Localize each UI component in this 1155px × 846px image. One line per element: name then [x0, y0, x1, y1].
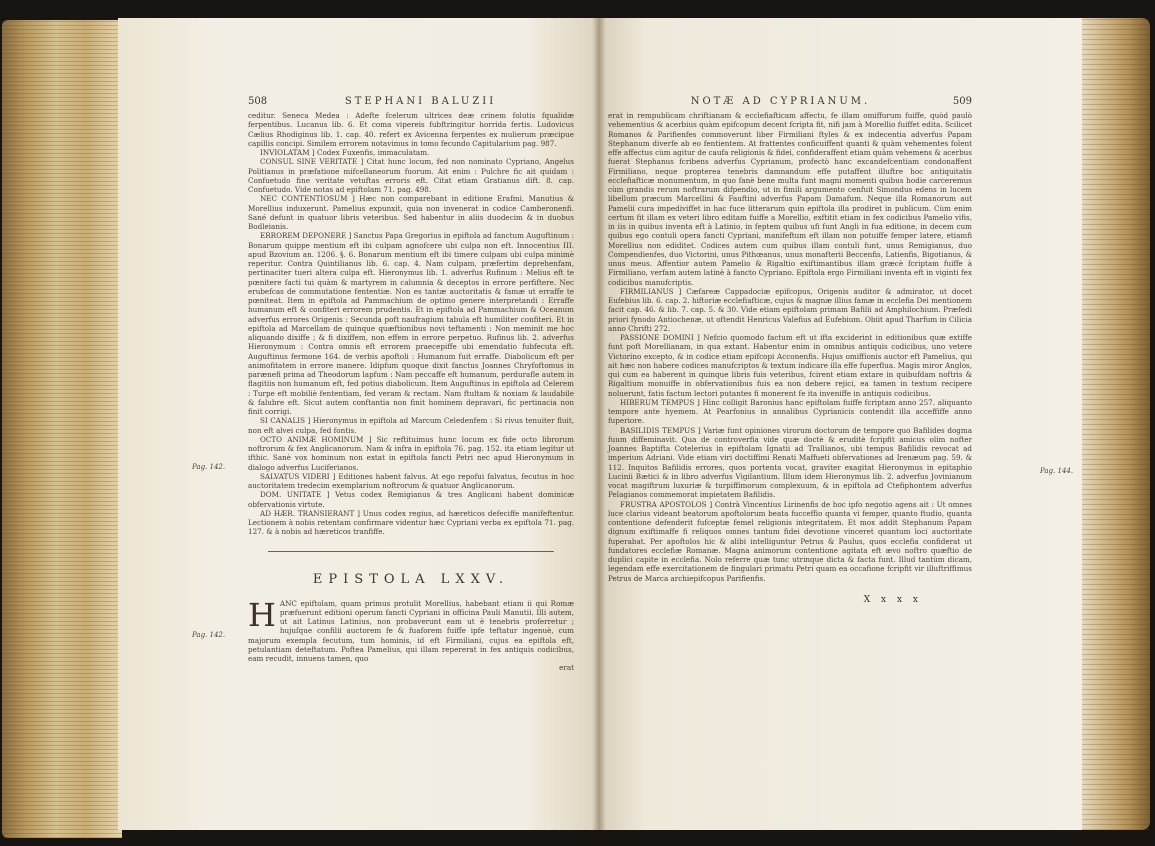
- right-page: [598, 18, 1082, 830]
- note-paragraph: ceditur. Seneca Medea : Adefte fcelerum ultrices deæ crinem folutis fqualidæ ferpentibus. Lucanus lib. 6. Et coma vipereis fubftringitur horrida fertis. Ludovicus Cælius Rhodiginus lib. 1. cap. 40. refert ex Avicenna ferpentes ex mulierum præcipue capillis concipi. Similem errorem notavimus in tomo fecundo Capitularium pag. 987.: [248, 111, 574, 148]
- epistle-intro-text: ANC epiftolam, quam primus protulit Morellius, habebant etiam ii qui Romæ præfuerunt editioni operum fancti Cypriani in officina Pauli Manutii. Illi autem, ut ait Latinus Latinius, non probaverunt eam ut è tenebris proferretur ; hujuſque confilii auctorem fe & fuaforem fuiffe ipfe teftatur ingenuè, cum majorum exempla fecutum, tum hominis, id eft Firmiliani, cujus ea epiftola eft, petulantiam deteftatum. Poftea Pamelius, qui illam repererat in fex antiquis codicibus, eam recudit, innuens tamen, quo: [248, 598, 574, 663]
- note-paragraph: FRUSTRA APOSTOLOS ] Contrà Vincentius Lirinenfis de hoc ipfo negotio agens ait : Ut omnes luce clarius videant beatorum apoftolorum beata fucceffio quanta vi femper, quanto ftudio, quanta contentione defenderit fufceptæ femel religionis integritatem. Et mox addit Stephanum Papam dignum exiftimaffe fi reliquos omnes tantum fidei devotione vinceret quantum loci auctoritate fuperabat. Per apoftolos hic & alibi intelliguntur Petrus & Paulus, quos ecclefia confiderat ut fundatores ecclefiæ Romanæ. Magna animorum contentione agitata eft ævo noftro quæftio de duplici capite in ecclefia. Nolo referre quæ tunc utrinque dicta & facta funt. Illud tantùm dicam, legendam effe exercitationem de fingulari primatu Petri quam ea occafione fcripfit vir illuftriffimus Petrus de Marca archiepifcopus Parifienfis.: [608, 499, 972, 583]
- note-paragraph: HIBERUM TEMPUS ] Hinc colligit Baronius hanc epiftolam fuiffe fcriptam anno 257. aliquanto tempore ante hyemem. At Pearfonius in annalibus Cyprianicis contendit illa acceffiffe anno fuperiore.: [608, 397, 972, 426]
- right-running-title: NOTÆ AD CYPRIANUM.: [690, 96, 871, 107]
- right-notes: [608, 111, 972, 583]
- book-gutter: [592, 18, 606, 830]
- left-margin-note: Pag. 142.: [192, 463, 226, 471]
- note-paragraph: OCTO ANIMÆ HOMINUM ] Sic reftituimus hunc locum ex fide octo librorum noftrorum & fex Anglicanorum. Nam & infra in epiftola 76. pag. 152. ita etiam legitur ut ifthic. Sanè vox hominum non extat in epiftola fancti Petri nec apud Hieronymum in dialogo adverfus Luciferianos.: [248, 434, 574, 472]
- epistle-intro: [248, 595, 574, 664]
- section-rule: [268, 551, 554, 552]
- catchword: erat: [559, 663, 574, 673]
- note-paragraph: DOM. UNITATE ] Vetus codex Remigianus & tres Anglicani habent dominicæ obfervationis virtute.: [248, 490, 574, 509]
- note-paragraph: SALVATUS VIDERI ] Editiones habent falvus. At ego repofui falvatus, fecutus in hoc auctoritatem tredecim exemplarium noftrorum & quatuor Anglicanorum.: [248, 471, 574, 490]
- note-paragraph: SI CANALIS ] Hieronymus in epiftola ad Marcum Celedenfem : Si rivus tenuiter fluit, non eft alvei culpa, fed fontis.: [248, 416, 574, 435]
- signature-mark: X x x x: [863, 594, 922, 605]
- left-running-title: STEPHANI BALUZII: [344, 96, 497, 107]
- right-page-edges: [1080, 18, 1150, 830]
- note-paragraph: ERROREM DEPONERE ] Sanctus Papa Gregorius in epiftola ad fanctum Auguftinum : Bonarum quippe mentium eft ibi culpam agnofcere ubi culpa non eft. Innocentius III. apud Bzovium an. 1206. §. 6. Bonarum mentium eft ibi timere culpam ubi culpa minimè reperitur. Contra Quintilianus lib. 6. cap. 4. Nam culpam, præfertim deprehenfam, pertinaciter tueri altera culpa eft. Hieronymus lib. 1. adverfus Rufinum : Melius eft te pœnitere facti tui quàm & martyrem in calumnia & deceptos in errore perfiftere. Nec erubefcas de commutatione fententiæ. Non es tantæ auctoritatis & famæ ut erraffe te pœniteat. Item in epiftola ad Pammachium de optimo genere interpretandi : Erraffe humanum eft & confiteri errorem prudentis. Et in epiftola ad Pammachium & Oceanum adverfus errores Origenis : Secunda poft naufragium tabula eft humiliter confiteri. Et in epiftola ad Marcellam de quinque quæftionibus novi teftamenti : Non meminit me hoc aliquando dixiffe ; & fi dixiffem, non effem in errore perpetuo. Rufinus lib. 2. adverfus Hieronymum : Contra omnis eft errorem praecepiffe ubi emendatio fubfecuta eft. Auguftinus fermone 164. de verbis apoftoli : Humanum fuit erraffe. Diabolicum eft per animofitatem in errore manere. Idipfum quoque dixit fanctus Joannes Chryfoftomus in parænefi prima ad Theodorum lapfum : Nam peccaffe eft humanum, perdurafle autem in flagitiis non humanum eft, fed potius diabolicum. Item Auguftinus in epiftola ad Celerem : Turpe eft mobiliè fententiam, fed veram & rectam. Nam ftultam & noxiam & laudabile & falubre eft. Sicut autem conftantia non finit hominem depravari, fic pertinacia non finit corrigi.: [248, 231, 574, 416]
- note-paragraph: CONSUL SINE VERITATE ] Citat hunc locum, fed non nominato Cypriano, Angelus Politianus in præfatione mifcellaneorum fuorum. Ait enim : Pulchre fic ait quidam : Confuetudo fine veritate vetuftas erroris eft. Citat etiam Gratianus dift. 8. cap. Confuetudo. Vide notas ad epiftolam 71. pag. 498.: [248, 157, 574, 194]
- left-page: [118, 18, 598, 830]
- right-running-head: [608, 96, 972, 107]
- epistle-title: EPISTOLA LXXV.: [312, 571, 510, 587]
- left-page-edges: [2, 20, 122, 838]
- note-paragraph: INVIOLATAM ] Codex Fuxenfis, immaculatam.: [260, 148, 430, 157]
- left-margin-note: Pag. 142.: [192, 631, 226, 639]
- note-paragraph: AD HÆR. TRANSIERANT ] Unus codex regius, ad hæreticos defeciffe manifeftentur. Lectionem à nobis retentam confirmare videntur hæc Cypriani verba ex epiftola 71. pag. 127. & à nobis ad hæreticos tranfiffe.: [248, 508, 574, 537]
- note-paragraph: FIRMILIANUS ] Cæfareæ Cappadociæ epifcopus, Origenis auditor & admirator, ut docet Eufebius lib. 6. cap. 2. hiftoriæ ecclefiafticæ, cujus & magnæ illius famæ in ecclefia Dei mentionem facit cap. 46. & lib. 7. cap. 5. & 30. Vide etiam epiftolam primam Bafilii ad Amphilochium. Præfedi priori fynodo Antiochenæ, ut oftendit Henricus Valefius ad Eufebium. Obiit apud Tharfum in Cilicia anno Chrifti 272.: [608, 286, 972, 333]
- left-running-head: [248, 96, 574, 107]
- note-paragraph: PASSIONE DOMINI ] Nefcio quomodo factum eft ut ifta exciderint in editionibus quæ extiffe funt poft Morellianam, in qua extant. Habentur enim in omnibus antiquis codicibus, uno vetere Victorino excepto, & in codice etiam epifcopi Acconenfis. Hujus omiffionis auctor eft Pamelius, qui ait hæc non habere codices manufcriptos & textum indicare illa effe fuperflua. Magis miror Anglos, qui cum ea haberent in quinque libris fuis veteribus, fcirent etiam extare in quibufdam noftris & Rigaltium monuiffe in obfervationibus fuis ea non debere rejici, ea tamen in textum recipere noluerunt, fatis factum lectori putantes fi monerent fe ita inveniffe in antiquis codicibus.: [608, 333, 972, 398]
- left-notes: [248, 111, 574, 537]
- note-paragraph: BASILIDIS TEMPUS ] Variæ funt opiniones virorum doctorum de tempore quo Bafilides dogma fuum diffeminavit. Qua de controverfia vide quæ doctè & eruditè fcripfit amicus olim nofter Joannes Baptifta Cotelerius in epiftolam Ignatii ad Trallianos, ubi tempus Bafilidis revocat ad imperium Adriani. Vide etiam viri doctiffimi Renati Maffueti obfervationes ad Irenæum pag. 59. & 112. Inquitos Bafilidis errores, quos portenta vocat, graviter exagitat Hieronymus in epitaphio Lucinii Bætici & in libro adverfus Vigilantium. Illum idem Hieronymus lib. 2. adverfus Jovinianum vocat magiftrum luxuriæ & turpiffimorum complexuum, & in epiftola ad Ctefiphontem adverfus Pelagianos commemorat impietatem Bafilidis.: [608, 425, 972, 500]
- right-page-number: 509: [952, 96, 972, 107]
- right-margin-note: Pag. 144.: [1040, 467, 1074, 475]
- note-paragraph: erat in rempublicam chriftianam & ecclefiafticam affectu, fe illam omiffurum fuiffe, quòd paulò vehementius & acerbius quàm epifcopum decent fcripta fit, nifi jam à Morellio fuiffet edita. Scilicet Romanos & Parifienfes commoverunt liber Firmiliani ftyles & ex indecentia adverfus Papam Stephanum diverfe ab eo fentientem. At frattentes conficuiffent quanti & quàm vehementes folent effe affectus cùm agitur de caufa religionis & fidei, confideraffent etiam quàm vehemens & acerbus fuerat Stephanus fcribens adverfus Cyprianum, profectò hanc excandefcentiam condonaffent Firmiliano, neque propterea tenebris damnandum effe putaffent illuftre hoc antiquitatis ecclefiafticæ monumentum, in quo fanè bene multa funt magni momenti quibus hodie carceremus cùm grandis rerum noftrarum difpendio, ut in fimili argumento cenfuit Simondus edens in lucem libellum præcum Marcellini & Fauftini adverfus Papam Damafum. Neque illa Romanorum aut Pamelii cura impediviffet in hac fuce litterarum quin epiftola illa prodiret in publicum. Cùm enim certum fit illam ex veteri libro editam fuiffe a Morellio, exftitit etiam in fex codicibus Pamelio vifis, in iis in quibus inventa eft à Latinio, in feptem quibus ufi funt Angli in fua editione, in decem cum quibus ego contuli opera fancti Cypriani, manifeftum eft illam non potuiffe femper latere, etiamfi Morellius non ediditet. Codices autem cum quibus illam contuli funt, unus Remigianus, duo Compendienfes, duo Victorini, unus Pithœanus, unus monafterii Beccenfis, Latienfis, Bigotianus, & unus meus. Affentior autem Pamelio & Rigaltio exiftimantibus illam græcè fcriptam fuiffe à Firmiliano, verfam autem latinè à fancto Cypriano. Epiftola ergo Firmiliani inventa eft in viginti fex codicibus manufcriptis.: [608, 111, 972, 287]
- drop-cap: H: [248, 595, 276, 634]
- left-page-number: 508: [248, 96, 268, 107]
- note-paragraph: NEC CONTENTIOSUM ] Hæc non comparebant in editione Erafmi. Manutius & Morellius induxerunt. Pamelius expunxit, quia non invenerat in codice Camberonenfi. Sané defunt in quatuor libris veteribus. Sed habentur in aliis duodecim & in duobus Bodleianis.: [248, 194, 574, 231]
